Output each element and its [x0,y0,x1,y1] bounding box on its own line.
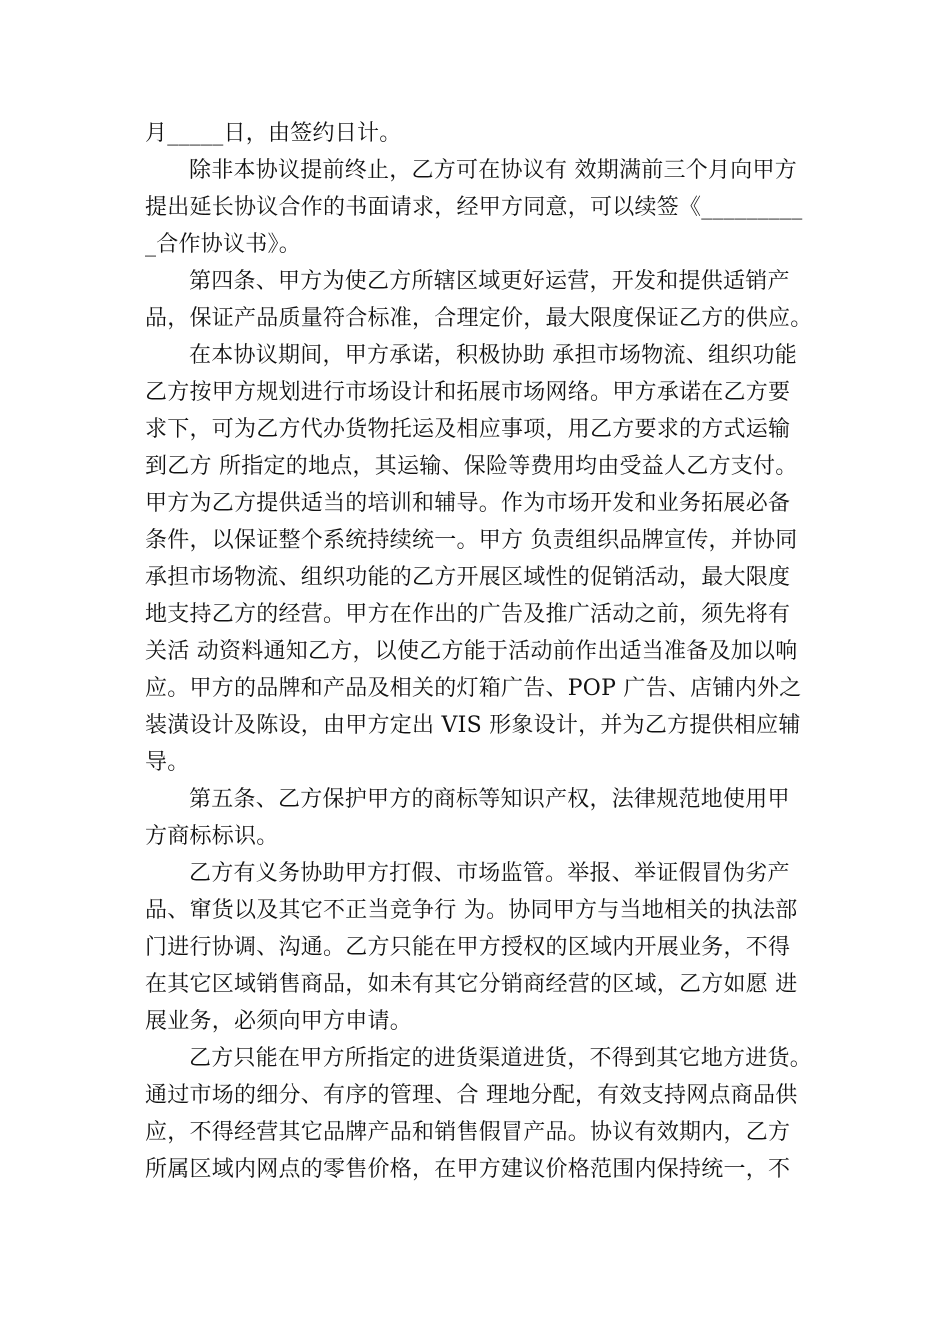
text-line: 应，不得经营其它品牌产品和销售假冒产品。协议有效期内，乙方 [145,1120,791,1145]
document-page [145,115,813,1188]
text-line: 应。甲方的品牌和产品及相关的灯箱广告、POP 广告、店铺内外之 [145,676,802,701]
text-line: 条件，以保证整个系统持续统一。甲方 负责组织品牌宣传，并协同 [145,528,798,553]
text-line: 导。 [145,750,190,775]
text-line: 求下，可为乙方代办货物托运及相应事项，用乙方要求的方式运输 [145,417,791,442]
text-line: 在本协议期间，甲方承诺，积极协助 承担市场物流、组织功能 [189,343,797,368]
text-line: 品、窜货以及其它不正当竞争行 为。协同甲方与当地相关的执法部 [145,898,798,923]
text-line: 月_____日，由签约日计。 [145,121,402,146]
text-line: 提出延长协议合作的书面请求，经甲方同意，可以续签《_________ [145,195,803,220]
text-line: 品，保证产品质量符合标准，合理定价，最大限度保证乙方的供应。 [145,306,813,331]
text-line: _合作协议书》。 [145,232,302,257]
text-line: 第五条、乙方保护甲方的商标等知识产权，法律规范地使用甲 [189,787,790,812]
text-line: 甲方为乙方提供适当的培训和辅导。作为市场开发和业务拓展必备 [145,491,791,516]
text-line: 乙方有义务协助甲方打假、市场监管。举报、举证假冒伪劣产 [189,861,790,886]
text-line: 乙方按甲方规划进行市场设计和拓展市场网络。甲方承诺在乙方要 [145,380,791,405]
text-line: 通过市场的细分、有序的管理、合 理地分配，有效支持网点商品供 [145,1083,798,1108]
text-line: 在其它区域销售商品，如未有其它分销商经营的区域，乙方如愿 进 [145,972,798,997]
text-line: 到乙方 所指定的地点，其运输、保险等费用均由受益人乙方支付。 [145,454,798,479]
text-line: 地支持乙方的经营。甲方在作出的广告及推广活动之前，须先将有 [145,602,791,627]
text-line: 门进行协调、沟通。乙方只能在甲方授权的区域内开展业务，不得 [145,935,791,960]
text-line: 除非本协议提前终止，乙方可在协议有 效期满前三个月向甲方 [189,158,797,183]
text-line: 展业务，必须向甲方申请。 [145,1009,413,1034]
text-line: 所属区域内网点的零售价格，在甲方建议价格范围内保持统一，不 [145,1157,791,1182]
text-line: 关活 动资料通知乙方，以使乙方能于活动前作出适当准备及加以响 [145,639,798,664]
text-line: 方商标标识。 [145,824,279,849]
text-line: 第四条、甲方为使乙方所辖区域更好运营，开发和提供适销产 [189,269,790,294]
text-line: 装潢设计及陈设，由甲方定出 VIS 形象设计，并为乙方提供相应辅 [145,713,801,738]
text-line: 承担市场物流、组织功能的乙方开展区域性的促销活动，最大限度 [145,565,791,590]
text-line: 乙方只能在甲方所指定的进货渠道进货，不得到其它地方进货。 [189,1046,813,1071]
